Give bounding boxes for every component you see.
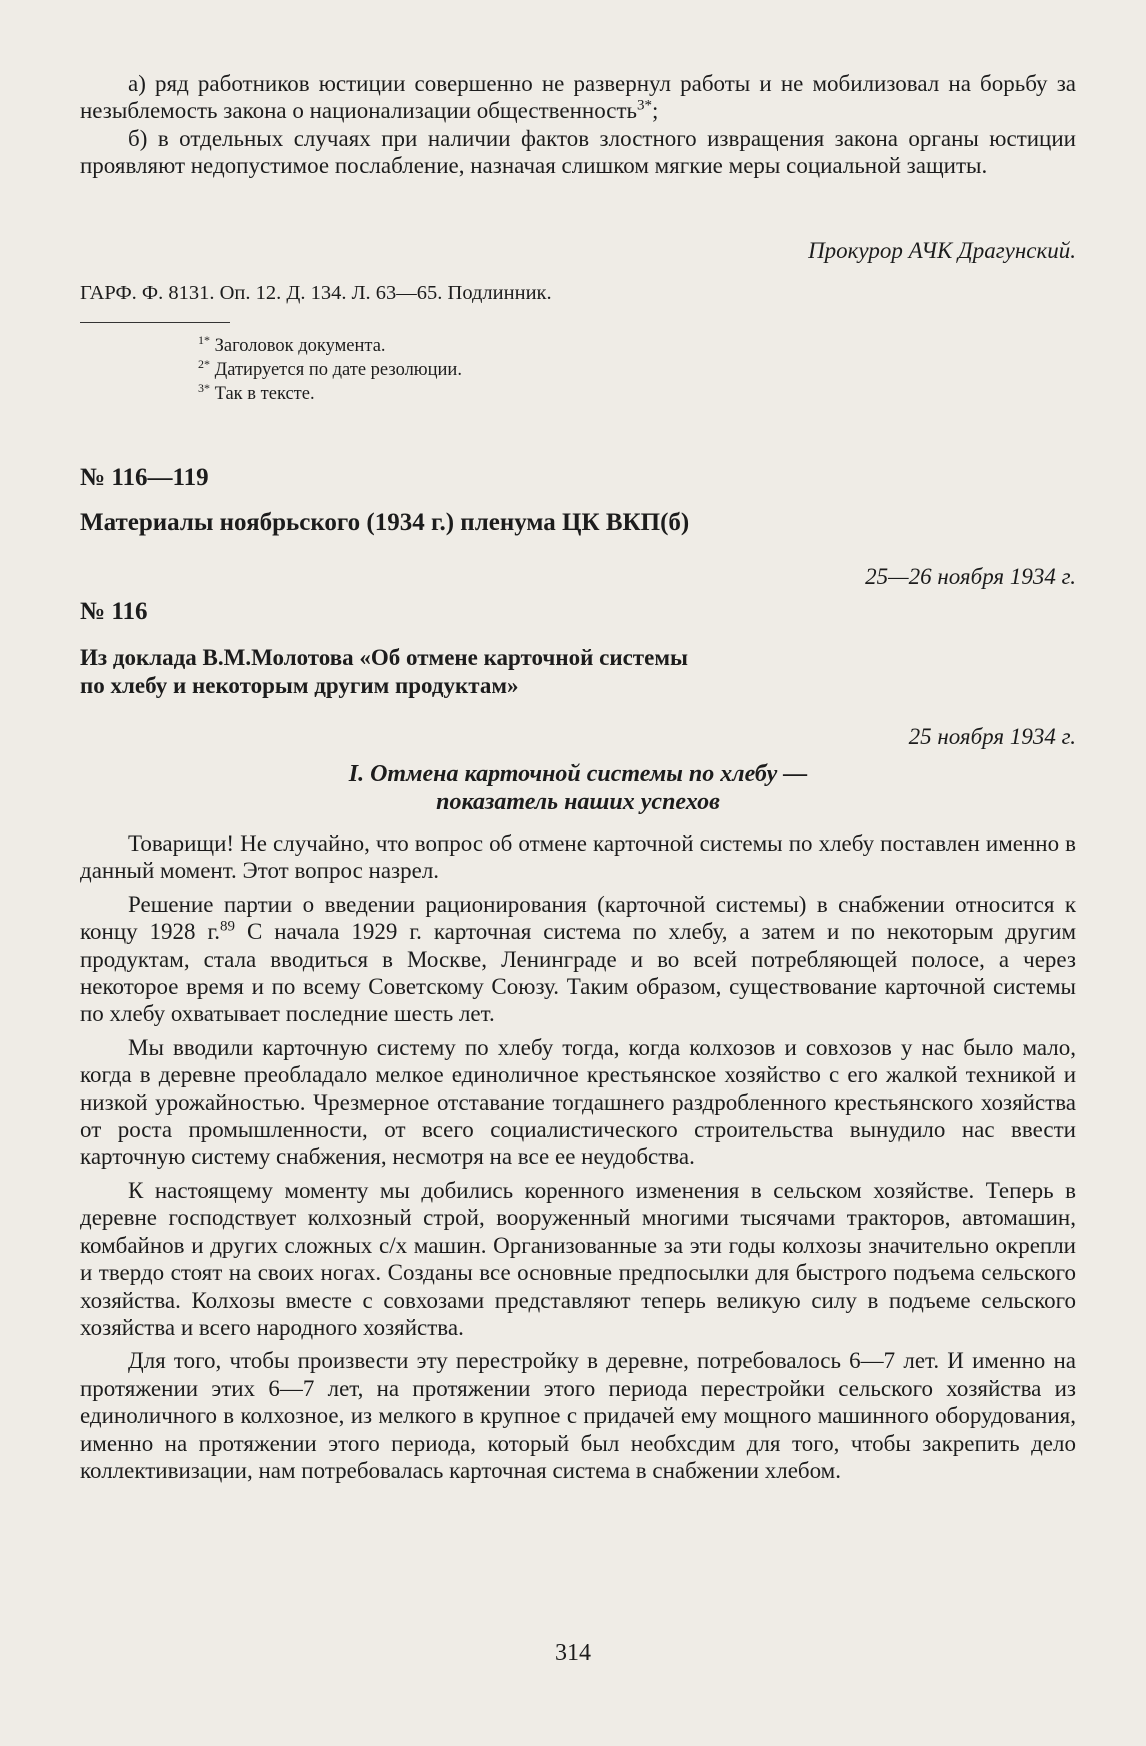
document-title-line2: по хлебу и некоторым другим продуктам» — [80, 673, 519, 698]
body-paragraph: Для того, чтобы произвести эту перестройку в деревне, потребовалось 6—7 лет. И именно на протяжении этих 6—7 лет, на протяжении этого периода перестройки сельского хозяйства из единоличного в колхозное, из мелкого в крупное с придачей ему мощного машинного оборудования, именно на протяжении этого периода, который был необхсдим для того, чтобы закрепить дело коллективизации, нам потребовалась карточная система в снабжении хлебом. — [80, 1348, 1076, 1483]
signature: Прокурор АЧК Драгунский. — [808, 238, 1076, 263]
document-date: 25 ноября 1934 г. — [908, 724, 1076, 749]
body-paragraph: Решение партии о введении рационирования (карточной системы) в снабжении относится к концу 1928 г.$^{89}$ С начала 1929 г. карточная система по хлебу, а затем и по некоторым другим продуктам, стала вводиться в Москве, Ленинграде и во всей потребляющей полосе, а через некоторое время и по всему Советскому Союзу. Таким образом, существование карточной системы по хлебу охватывает последние шесть лет. — [80, 891, 1076, 1027]
section-heading: I. Отмена карточной системы по хлебу — показатель наших успехов — [348, 761, 808, 815]
footnote-ref: 3* — [637, 97, 653, 114]
footnote-item: $^{3*}$ Так в тексте. — [198, 380, 315, 404]
footnotes — [80, 334, 462, 406]
document-number: № 116 — [80, 598, 148, 625]
footnote-ref: 89 — [220, 918, 236, 935]
body-paragraph: К настоящему моменту мы добились коренного изменения в сельском хозяйстве. Теперь в деревне господствует колхозный строй, вооруженный многими тысячами тракторов, автомашин, комбайнов и других сложных с/х машин. Организованные за эти годы колхозы значительно окрепли и твердо стоят на своих ногах. Созданы все основные предпосылки для быстрого подъема сельского хозяйства. Колхозы вместе с совхозами представляют теперь великую силу в подъеме сельского хозяйства и всего народного хозяйства. — [80, 1177, 1076, 1340]
page-number: 314 — [555, 1640, 591, 1666]
footnote-divider — [80, 322, 230, 323]
footnote-item: $^{2*}$ Датируется по дате резолюции. — [198, 356, 462, 380]
document-body — [80, 830, 1076, 1484]
body-paragraph: Мы вводили карточную систему по хлебу тогда, когда колхозов и совхозов у нас было мало, когда в деревне преобладало мелкое единоличное крестьянское хозяйство с его жалкой техникой и низкой урожайностью. Чрезмерное отставание тогдашнего раздробленного крестьянского хозяйства от роста промышленности, от всего социалистического строительства вынудило нас ввести карточную систему снабжения, несмотря на все ее неудобства. — [80, 1034, 1076, 1170]
paragraph-a: а) ряд работников юстиции совершенно не развернул работы и не мобилизовал на борьбу за незыблемость закона о национализации общественность$^{3*}$; — [80, 71, 1076, 124]
archive-source: ГАРФ. Ф. 8131. Оп. 12. Д. 134. Л. 63—65. Подлинник. — [80, 282, 552, 304]
docset-number: № 116—119 — [80, 464, 209, 491]
body-paragraph: Товарищи! Не случайно, что вопрос об отмене карточной системы по хлебу поставлен именно в данный момент. Этот вопрос назрел. — [80, 831, 1076, 884]
top-fragment — [80, 70, 1076, 180]
docset-date: 25—26 ноября 1934 г. — [865, 564, 1076, 589]
document-title-line1: Из доклада В.М.Молотова «Об отмене карточной системы — [80, 645, 688, 670]
paragraph-b: б) в отдельных случаях при наличии фактов злостного извращения закона органы юстиции проявляют недопустимое послабление, назначая слишком мягкие меры социальной защиты. — [80, 125, 1076, 179]
docset-title: Материалы ноябрьского (1934 г.) пленума ЦК ВКП(б) — [80, 509, 690, 536]
footnote-item: $^{1*}$ Заголовок документа. — [198, 332, 386, 356]
